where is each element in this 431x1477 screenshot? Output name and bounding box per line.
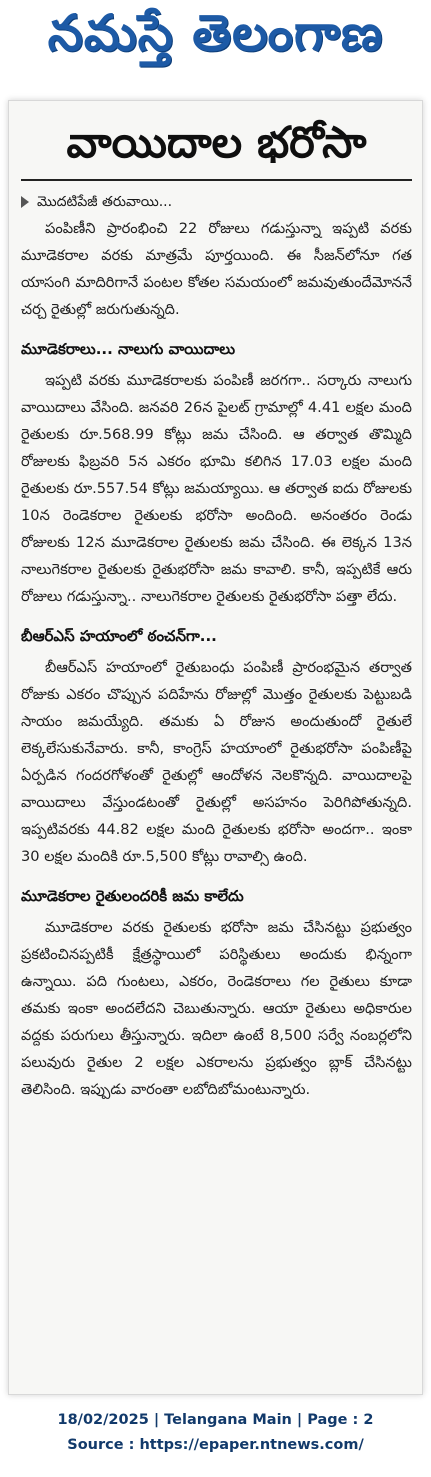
- section-paragraph: బీఆర్‌ఎస్ హయాంలో రైతుబంధు పంపిణీ ప్రారంభమైన తర్వాత రోజుకు ఎకరం చొప్పున పదిహేను రోజుల్లో మొత్తం రైతులకు పెట్టుబడి సాయం జమయ్యేది. తమకు ఏ రోజున అందుతుందో రైతులే లెక్కలేసుకునేవారు. కానీ, కాంగ్రెస్ హయాంలో రైతుభరోసా పంపిణీపై ఏర్పడిన గందరగోళంతో రైతుల్లో ఆందోళన నెలకొన్నది. వాయిదాలపై వాయిదాలు వేస్తుండటంతో రైతుల్లో అసహనం పెరిగిపోతున్నది. ఇప్పటివరకు 44.82 లక్షల మంది రైతులకు భరోసా అందగా.. ఇంకా 30 లక్షల మందికి రూ.5,500 కోట్లు రావాల్సి ఉంది.: [21, 659, 412, 865]
- section-heading: బీఆర్‌ఎస్ హయాంలో ఠంచన్‌గా...: [21, 627, 217, 645]
- page-footer: [0, 1408, 431, 1458]
- continued-label: మొదటిపేజీ తరువాయి...: [37, 194, 173, 210]
- article-content: [21, 115, 412, 1103]
- arrow-right-icon: [21, 196, 29, 208]
- section-heading: మూడెకరాల రైతులందరికీ జమ కాలేదు: [21, 887, 244, 905]
- source-link[interactable]: Source : https://epaper.ntnews.com/: [67, 1437, 364, 1453]
- continued-from-front-page: [21, 191, 412, 213]
- intro-paragraph: పంపిణీని ప్రారంభించి 22 రోజులు గడుస్తున్నా ఇప్పటి వరకు మూడెకరాల వరకు మాత్రమే పూర్తయింది. ఈ సీజన్‌లోనూ గత యాసంగి మాదిరిగానే పంటల కోతల సమయంలో జమవుతుందేమోననే చర్చ రైతుల్లో జరుగుతున్నది.: [21, 220, 412, 318]
- edition-info: 18/02/2025 | Telangana Main | Page : 2: [57, 1412, 374, 1428]
- article-headline: వాయిదాల భరోసా: [21, 115, 412, 181]
- newspaper-logo: నమస్తే తెలంగాణ: [47, 3, 384, 62]
- masthead: [0, 0, 431, 78]
- section-paragraph: మూడెకరాల వరకు రైతులకు భరోసా జమ చేసినట్టు ప్రభుత్వం ప్రకటించినప్పటికీ క్షేత్రస్థాయిలో పరిస్థితులు అందుకు భిన్నంగా ఉన్నాయి. పది గుంటలు, ఎకరం, రెండెకరాలు గల రైతులు కూడా తమకు ఇంకా అందలేదని చెబుతున్నారు. ఆయా రైతులు అధికారుల వద్దకు పరుగులు తీస్తున్నారు. ఇదిలా ఉంటే 8,500 సర్వే నంబర్లలోని పలువురు రైతుల 2 లక్షల ఎకరాలను ప్రభుత్వం బ్లాక్ చేసినట్టు తెలిసింది. ఇప్పుడు వారంతా లబోదిబోమంటున్నారు.: [21, 919, 412, 1098]
- section-heading: మూడెకరాలు... నాలుగు వాయిదాలు: [21, 340, 236, 358]
- article-clipping: [8, 100, 423, 1395]
- section-paragraph: ఇప్పటి వరకు మూడెకరాలకు పంపిణీ జరగగా.. సర్కారు నాలుగు వాయిదాలు వేసింది. జనవరి 26న పైలట్ గ్రామాల్లో 4.41 లక్షల మంది రైతులకు రూ.568.99 కోట్లు జమ చేసింది. ఆ తర్వాత తొమ్మిది రోజులకు ఫిబ్రవరి 5న ఎకరం భూమి కలిగిన 17.03 లక్షల మంది రైతులకు రూ.557.54 కోట్లు జమయ్యాయి. ఆ తర్వాత ఐదు రోజులకు 10న రెండెకరాల రైతులకు భరోసా అందింది. అనంతరం రెండు రోజులకు 12న మూడెకరాల రైతులకు జమ చేసింది. ఈ లెక్కన 13న నాలుగెకరాల రైతులకు రైతుభరోసా జమ కావాలి. కానీ, ఇప్పటికే ఆరు రోజులు గడుస్తున్నా.. నాలుగెకరాల రైతులకు రైతుభరోసా పత్తా లేదు.: [21, 372, 412, 605]
